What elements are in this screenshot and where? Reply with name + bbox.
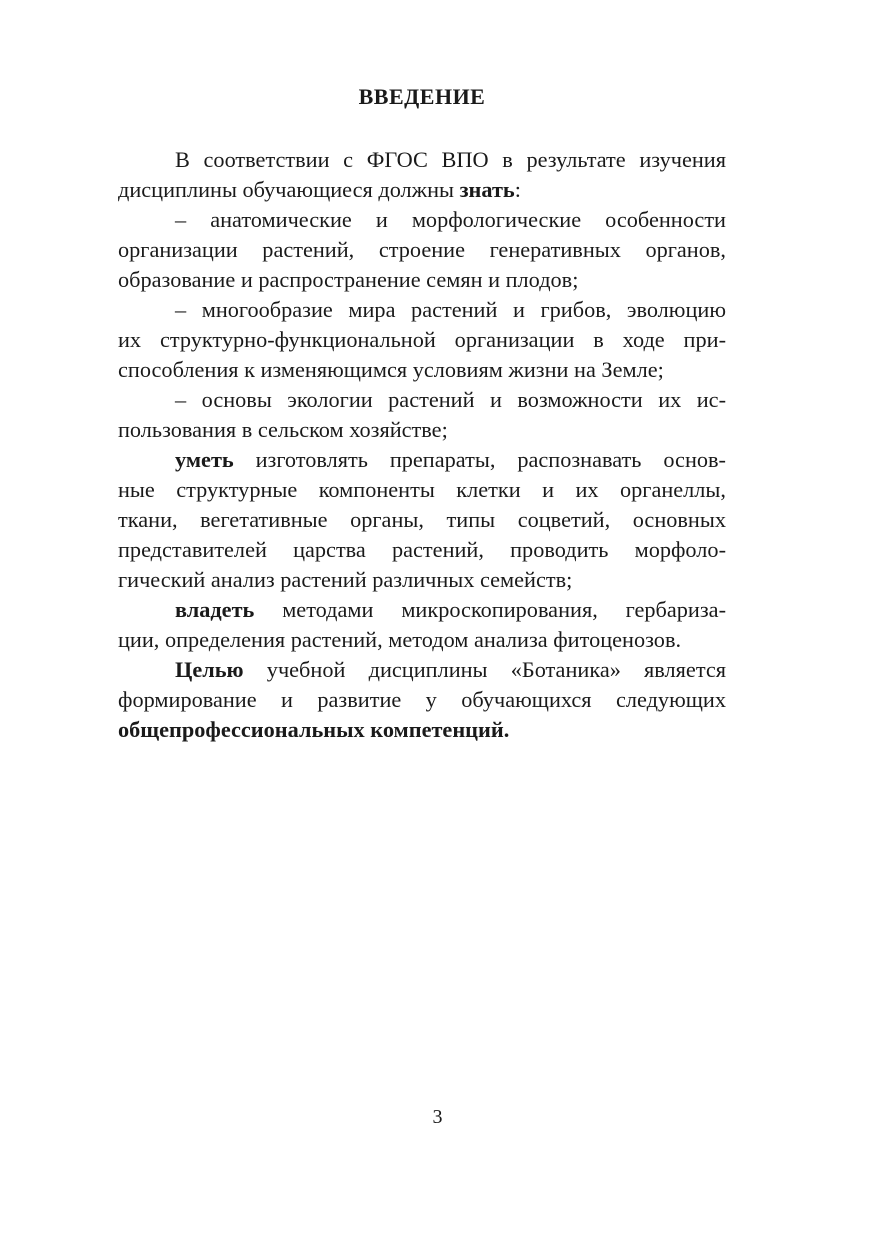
text-run: изготовлять препараты, распознавать основ- (233, 447, 726, 472)
text-line (118, 595, 726, 625)
goal-paragraph (118, 655, 726, 745)
bold-term-goal: Целью (175, 657, 244, 682)
text-line: ткани, вегетативные органы, типы соцветий, основных (118, 507, 726, 532)
bold-term-can: уметь (175, 447, 234, 472)
intro-paragraph (118, 145, 726, 205)
list-item (118, 205, 726, 295)
page-number: 3 (432, 1106, 443, 1128)
text-line: представителей царства растений, проводить морфоло- (118, 537, 726, 562)
section-title: ВВЕДЕНИЕ (358, 84, 486, 109)
list-item (118, 385, 726, 445)
text-line: способления к изменяющимся условиям жизни на Земле; (118, 357, 664, 382)
text-line: образование и распространение семян и плодов; (118, 267, 579, 292)
text-line: гический анализ растений различных семейств; (118, 567, 573, 592)
bold-term-know: знать (459, 177, 515, 202)
text-line: – многообразие мира растений и грибов, эволюцию (175, 297, 726, 322)
text-line-bold: общепрофессиональных компетенций. (118, 717, 510, 742)
text-line: организации растений, строение генеративных органов, (118, 237, 726, 262)
text-run: учебной дисциплины «Ботаника» является (243, 657, 726, 682)
text-run: методами микроскопирования, гербаризa- (254, 597, 726, 622)
text-line: ции, определения растений, методом анализа фитоценозов. (118, 627, 682, 652)
text-line: – основы экологии растений и возможности их ис- (175, 387, 726, 412)
text-line (118, 655, 726, 685)
text-run: дисциплины обучающиеся должны (118, 177, 460, 202)
text-line (118, 175, 726, 205)
document-page (118, 82, 726, 745)
text-line: ные структурные компоненты клетки и их органеллы, (118, 477, 726, 502)
text-line: формирование и развитие у обучающихся следующих (118, 687, 726, 712)
text-line: – анатомические и морфологические особенности (175, 207, 726, 232)
text-line: пользования в сельском хозяйстве; (118, 417, 448, 442)
skills-paragraph (118, 445, 726, 595)
bold-term-master: владеть (175, 597, 255, 622)
text-line (118, 445, 726, 475)
mastery-paragraph (118, 595, 726, 655)
list-item (118, 295, 726, 385)
text-run: : (514, 177, 521, 202)
text-line: их структурно-функциональной организации в ходе при- (118, 327, 726, 352)
text-line: В соответствии с ФГОС ВПО в результате изучения (175, 147, 726, 172)
